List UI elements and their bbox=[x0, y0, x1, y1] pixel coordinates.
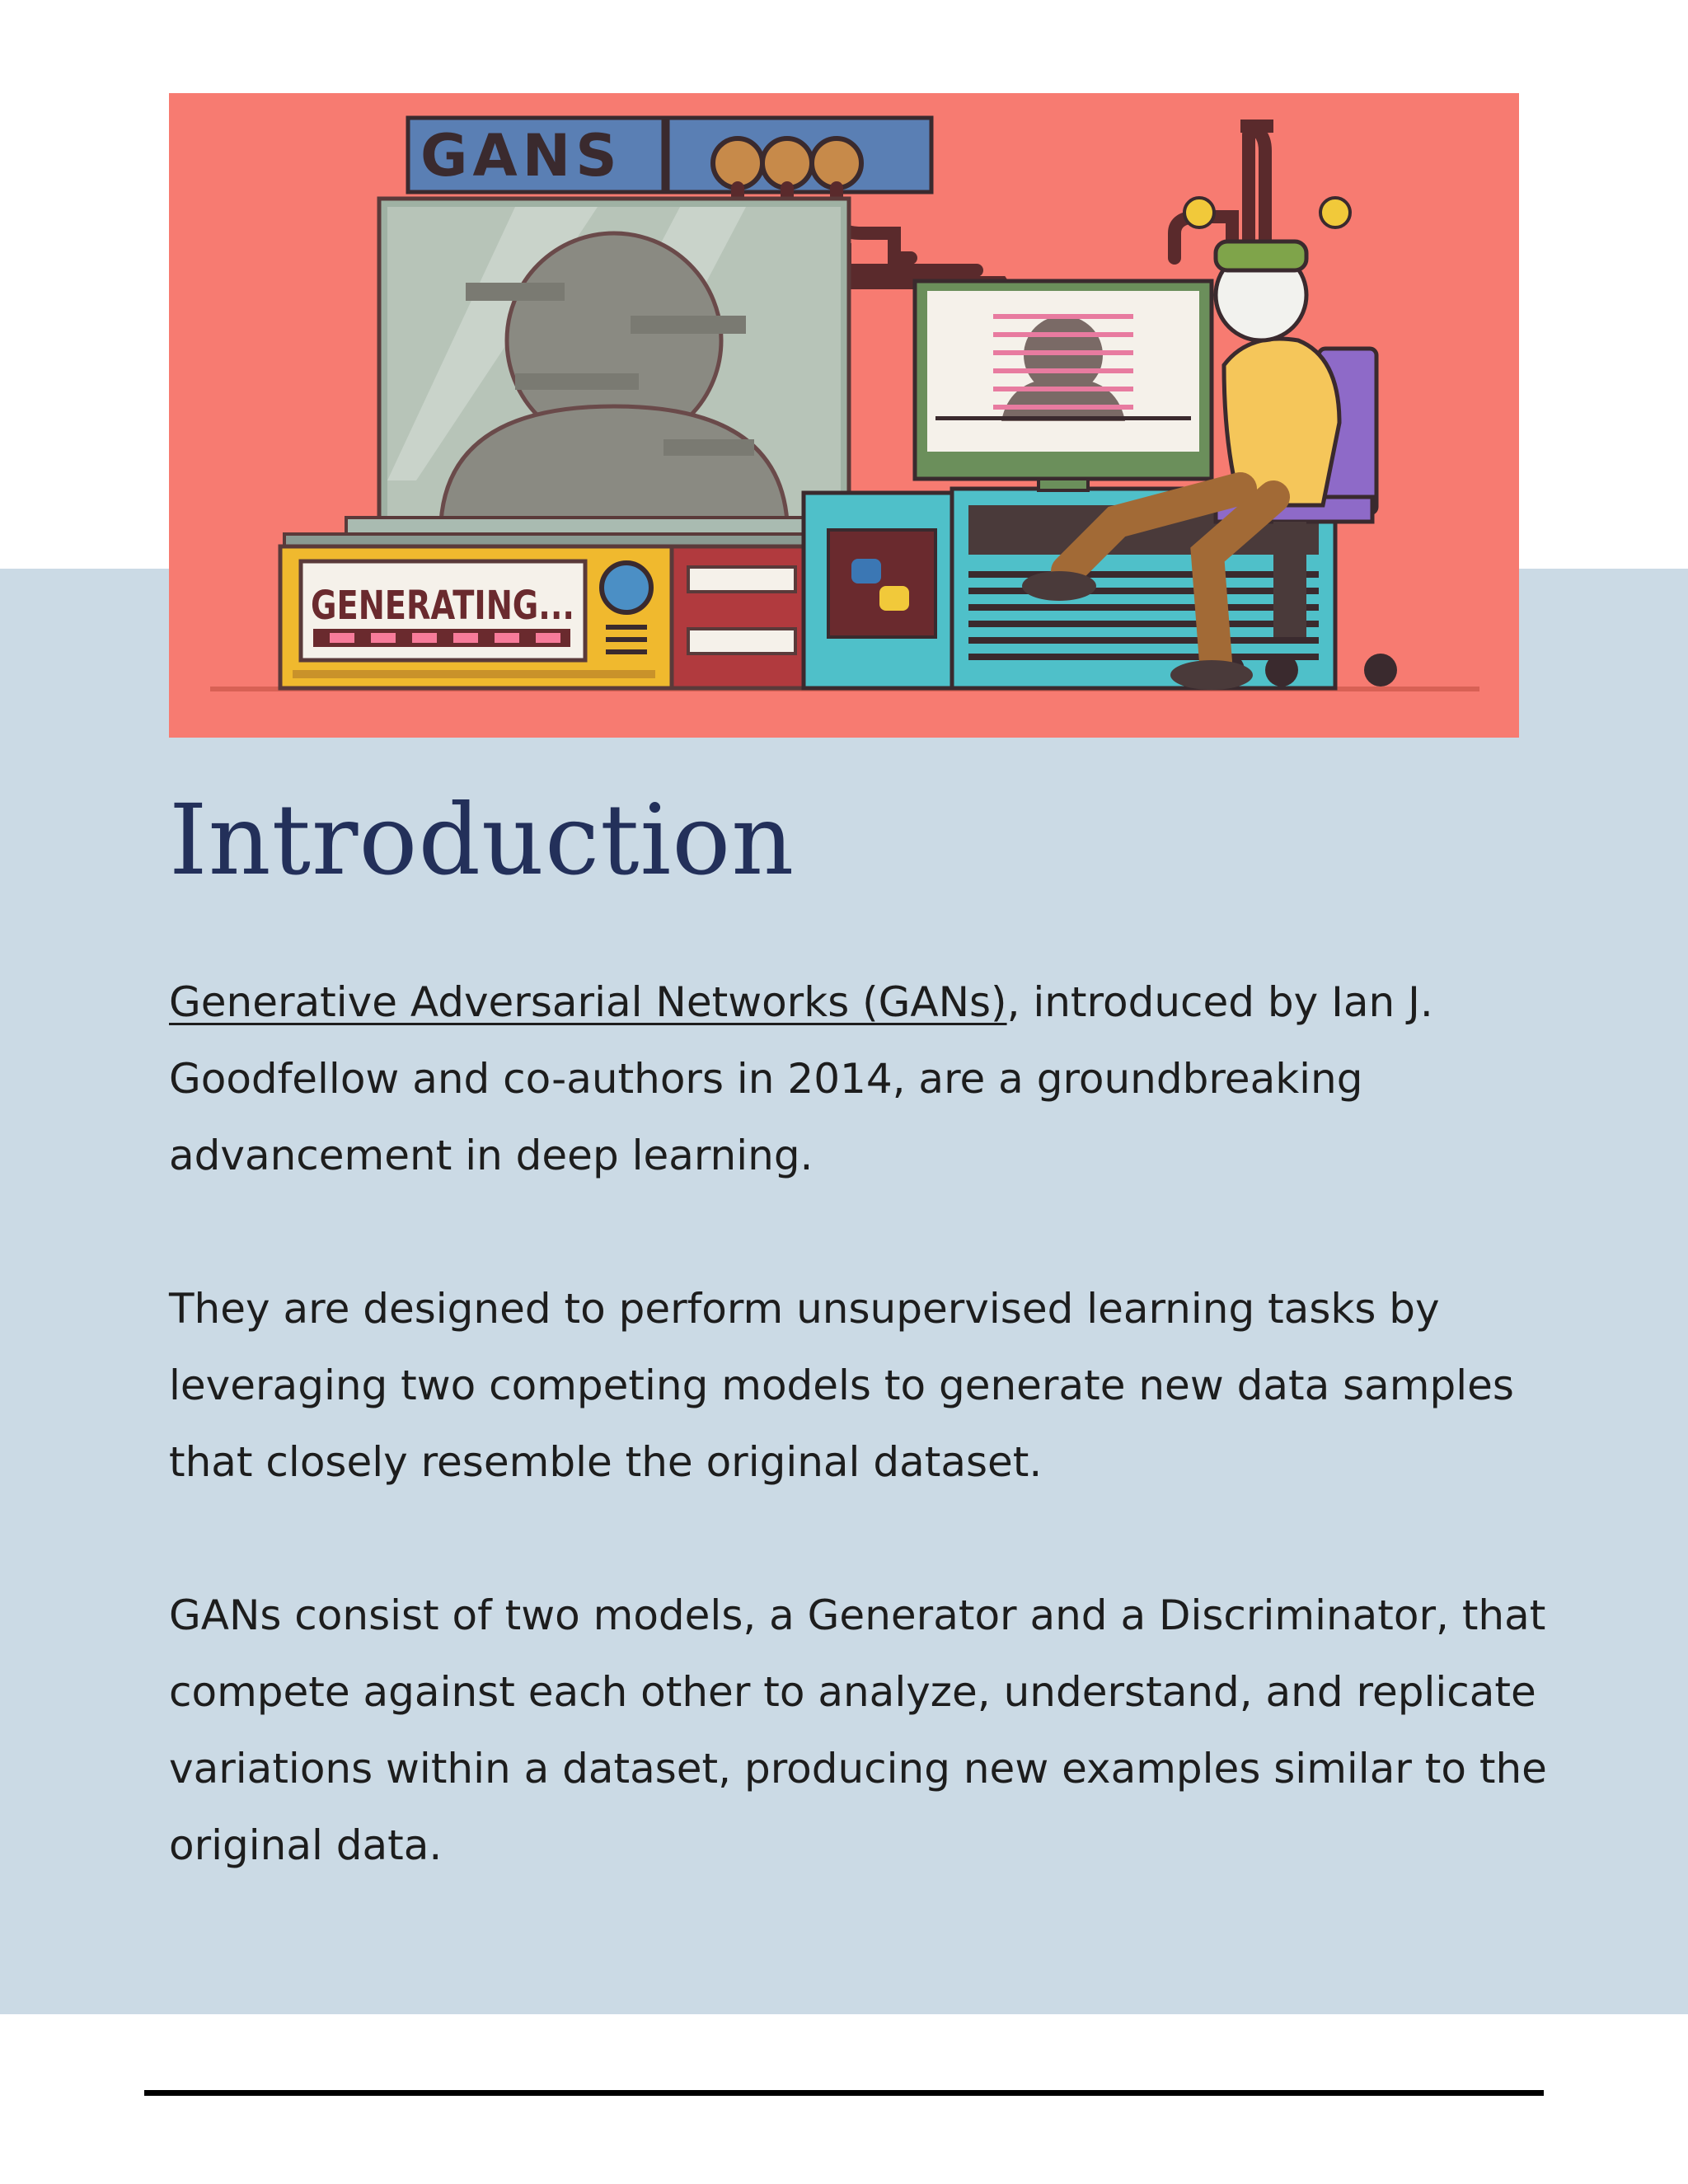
intro-body bbox=[169, 964, 1554, 1961]
page-title: Introduction bbox=[169, 783, 795, 897]
gans-sign bbox=[408, 118, 931, 192]
intro-paragraph-1-text: , introduced by Ian J. Goodfellow and co-authors in 2014, are a groundbreaking advancement in deep learning. bbox=[169, 978, 1433, 1179]
gans-sign-text: GANS bbox=[420, 122, 622, 190]
intro-paragraph-1 bbox=[169, 964, 1554, 1194]
glass-case bbox=[379, 199, 849, 528]
monitor bbox=[915, 281, 1212, 490]
generating-panel bbox=[280, 546, 672, 688]
footer-divider bbox=[144, 2090, 1544, 2096]
hero-illustration bbox=[169, 93, 1519, 738]
python-chip bbox=[804, 493, 960, 688]
intro-paragraph-2: They are designed to perform unsupervised learning tasks by leveraging two competing models to generate new data samples that closely resemble the original dataset. bbox=[169, 1285, 1514, 1486]
intro-paragraph-3: GANs consist of two models, a Generator and a Discriminator, that compete against each other to analyze, understand, and replicate variations within a dataset, producing new examples similar to the original data. bbox=[169, 1591, 1547, 1869]
gans-link[interactable]: Generative Adversarial Networks (GANs) bbox=[169, 978, 1007, 1026]
dial-icon bbox=[602, 563, 651, 612]
generating-status-text: GENERATING... bbox=[311, 583, 574, 629]
server-block bbox=[672, 546, 812, 688]
